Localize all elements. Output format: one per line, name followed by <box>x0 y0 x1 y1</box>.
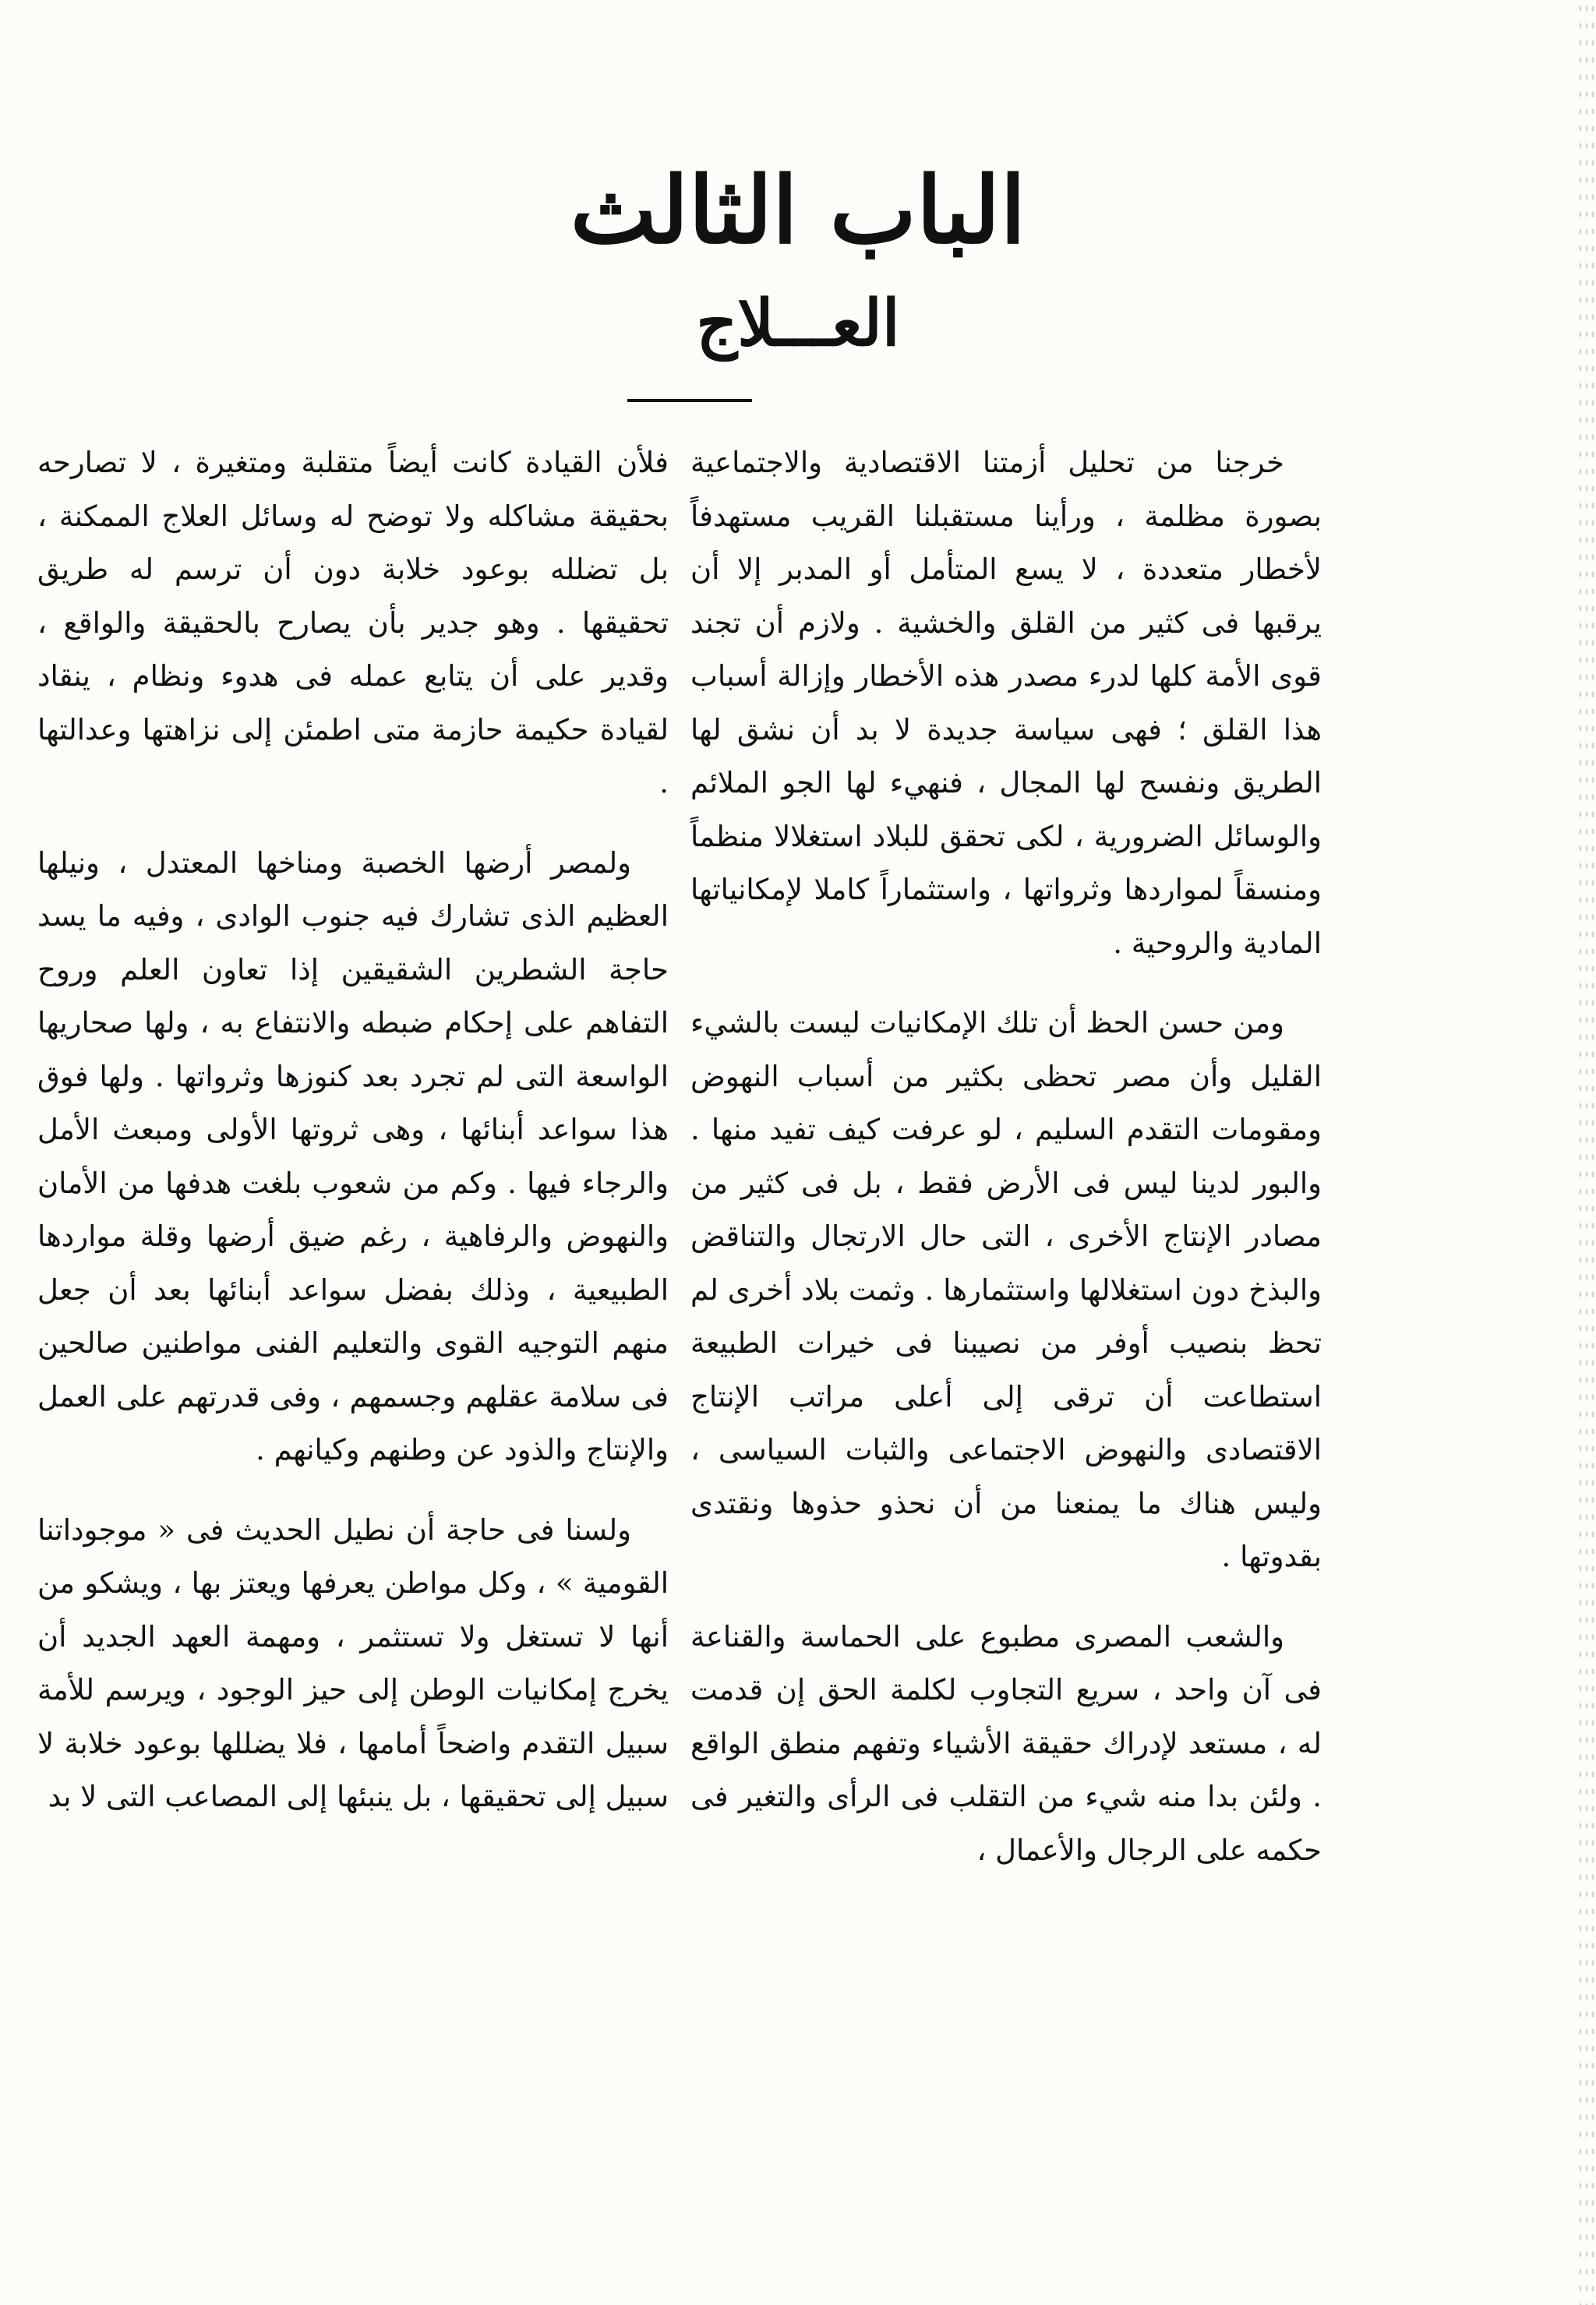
text-column-left <box>37 436 669 1851</box>
title-divider <box>627 399 752 402</box>
paragraph: والشعب المصرى مطبوع على الحماسة والقناعة فى آن واحد ، سريع التجاوب لكلمة الحق إن قدمت له ، مستعد لإدراك حقيقة الأشياء وتفهم منطق الواقع . ولئن بدا منه شيء من التقلب فى الرأى والتغير فى حكمه على الرجال والأعمال ، <box>690 1619 1322 1867</box>
paragraph: ولسنا فى حاجة أن نطيل الحديث فى « موجوداتنا القومية » ، وكل مواطن يعرفها ويعتز بها ، ويشكو من أنها لا تستغل ولا تستثمر ، ومهمة العهد الجديد أن يخرج إمكانيات الوطن إلى حيز الوجود ، ويرسم للأمة سبيل التقدم واضحاً أمامها ، فلا يضللها بوعود خلابة لا سبيل إلى تحقيقها ، بل ينبئها إلى المصاعب التى لا بد <box>37 1513 669 1813</box>
chapter-title: الباب الثالث <box>570 156 1026 264</box>
paragraph: فلأن القيادة كانت أيضاً متقلبة ومتغيرة ، لا تصارحه بحقيقة مشاكله ولا توضح له وسائل العلاج الممكنة ، بل تضلله بوعود خلابة دون أن ترسم له طريق تحقيقها . وهو جدير بأن يصارح بالحقيقة والواقع ، وقدير على أن يتابع عمله فى هدوء ونظام ، ينقاد لقيادة حكيمة حازمة متى اطمئن إلى نزاهتها وعدالتها . <box>37 446 669 800</box>
chapter-subtitle: العـــلاج <box>696 286 900 361</box>
paragraph: ومن حسن الحظ أن تلك الإمكانيات ليست بالشيء القليل وأن مصر تحظى بكثير من أسباب النهوض ومقومات التقدم السليم ، لو عرفت كيف تفيد منها . والبور لدينا ليس فى الأرض فقط ، بل فى كثير من مصادر الإنتاج الأخرى ، التى حال الارتجال والتناقض والبذخ دون استغلالها واستثمارها . وثمت بلاد أخرى لم تحظ بنصيب أوفر من نصيبنا فى خيرات الطبيعة استطاعت أن ترقى إلى أعلى مراتب الإنتاج الاقتصادى والنهوض الاجتماعى والثبات السياسى ، وليس هناك ما يمنعنا من أن نحذو حذوها ونقتدى بقدوتها . <box>690 1006 1322 1573</box>
paragraph: خرجنا من تحليل أزمتنا الاقتصادية والاجتماعية بصورة مظلمة ، ورأينا مستقبلنا القريب مستهدفاً لأخطار متعددة ، لا يسع المتأمل أو المدبر إلا أن يرقبها فى كثير من القلق والخشية . ولازم أن تجند قوى الأمة كلها لدرء مصدر هذه الأخطار وإزالة أسباب هذا القلق ؛ فهى سياسة جديدة لا بد أن نشق لها الطريق ونفسح لها المجال ، فنهيء لها الجو الملائم والوسائل الضرورية ، لكى تحقق للبلاد استغلالا منظماً ومنسقاً لمواردها وثرواتها ، واستثماراً كاملا لإمكانياتها المادية والروحية . <box>690 446 1322 960</box>
paragraph: ولمصر أرضها الخصبة ومناخها المعتدل ، ونيلها العظيم الذى تشارك فيه جنوب الوادى ، وفيه ما يسد حاجة الشطرين الشقيقين إذا تعاون العلم وروح التفاهم على إحكام ضبطه والانتفاع به ، ولها صحاريها الواسعة التى لم تجرد بعد كنوزها وثرواتها . ولها فوق هذا سواعد أبنائها ، وهى ثروتها الأولى ومبعث الأمل والرجاء فيها . وكم من شعوب بلغت هدفها من الأمان والنهوض والرفاهية ، رغم ضيق أرضها وقلة مواردها الطبيعية ، وذلك بفضل سواعد أبنائها بعد أن جعل منهم التوجيه القوى والتعليم الفنى مواطنين صالحين فى سلامة عقلهم وجسمهم ، وفى قدرتهم على العمل والإنتاج والذود عن وطنهم وكيانهم . <box>37 845 669 1467</box>
text-column-right <box>690 436 1322 1904</box>
